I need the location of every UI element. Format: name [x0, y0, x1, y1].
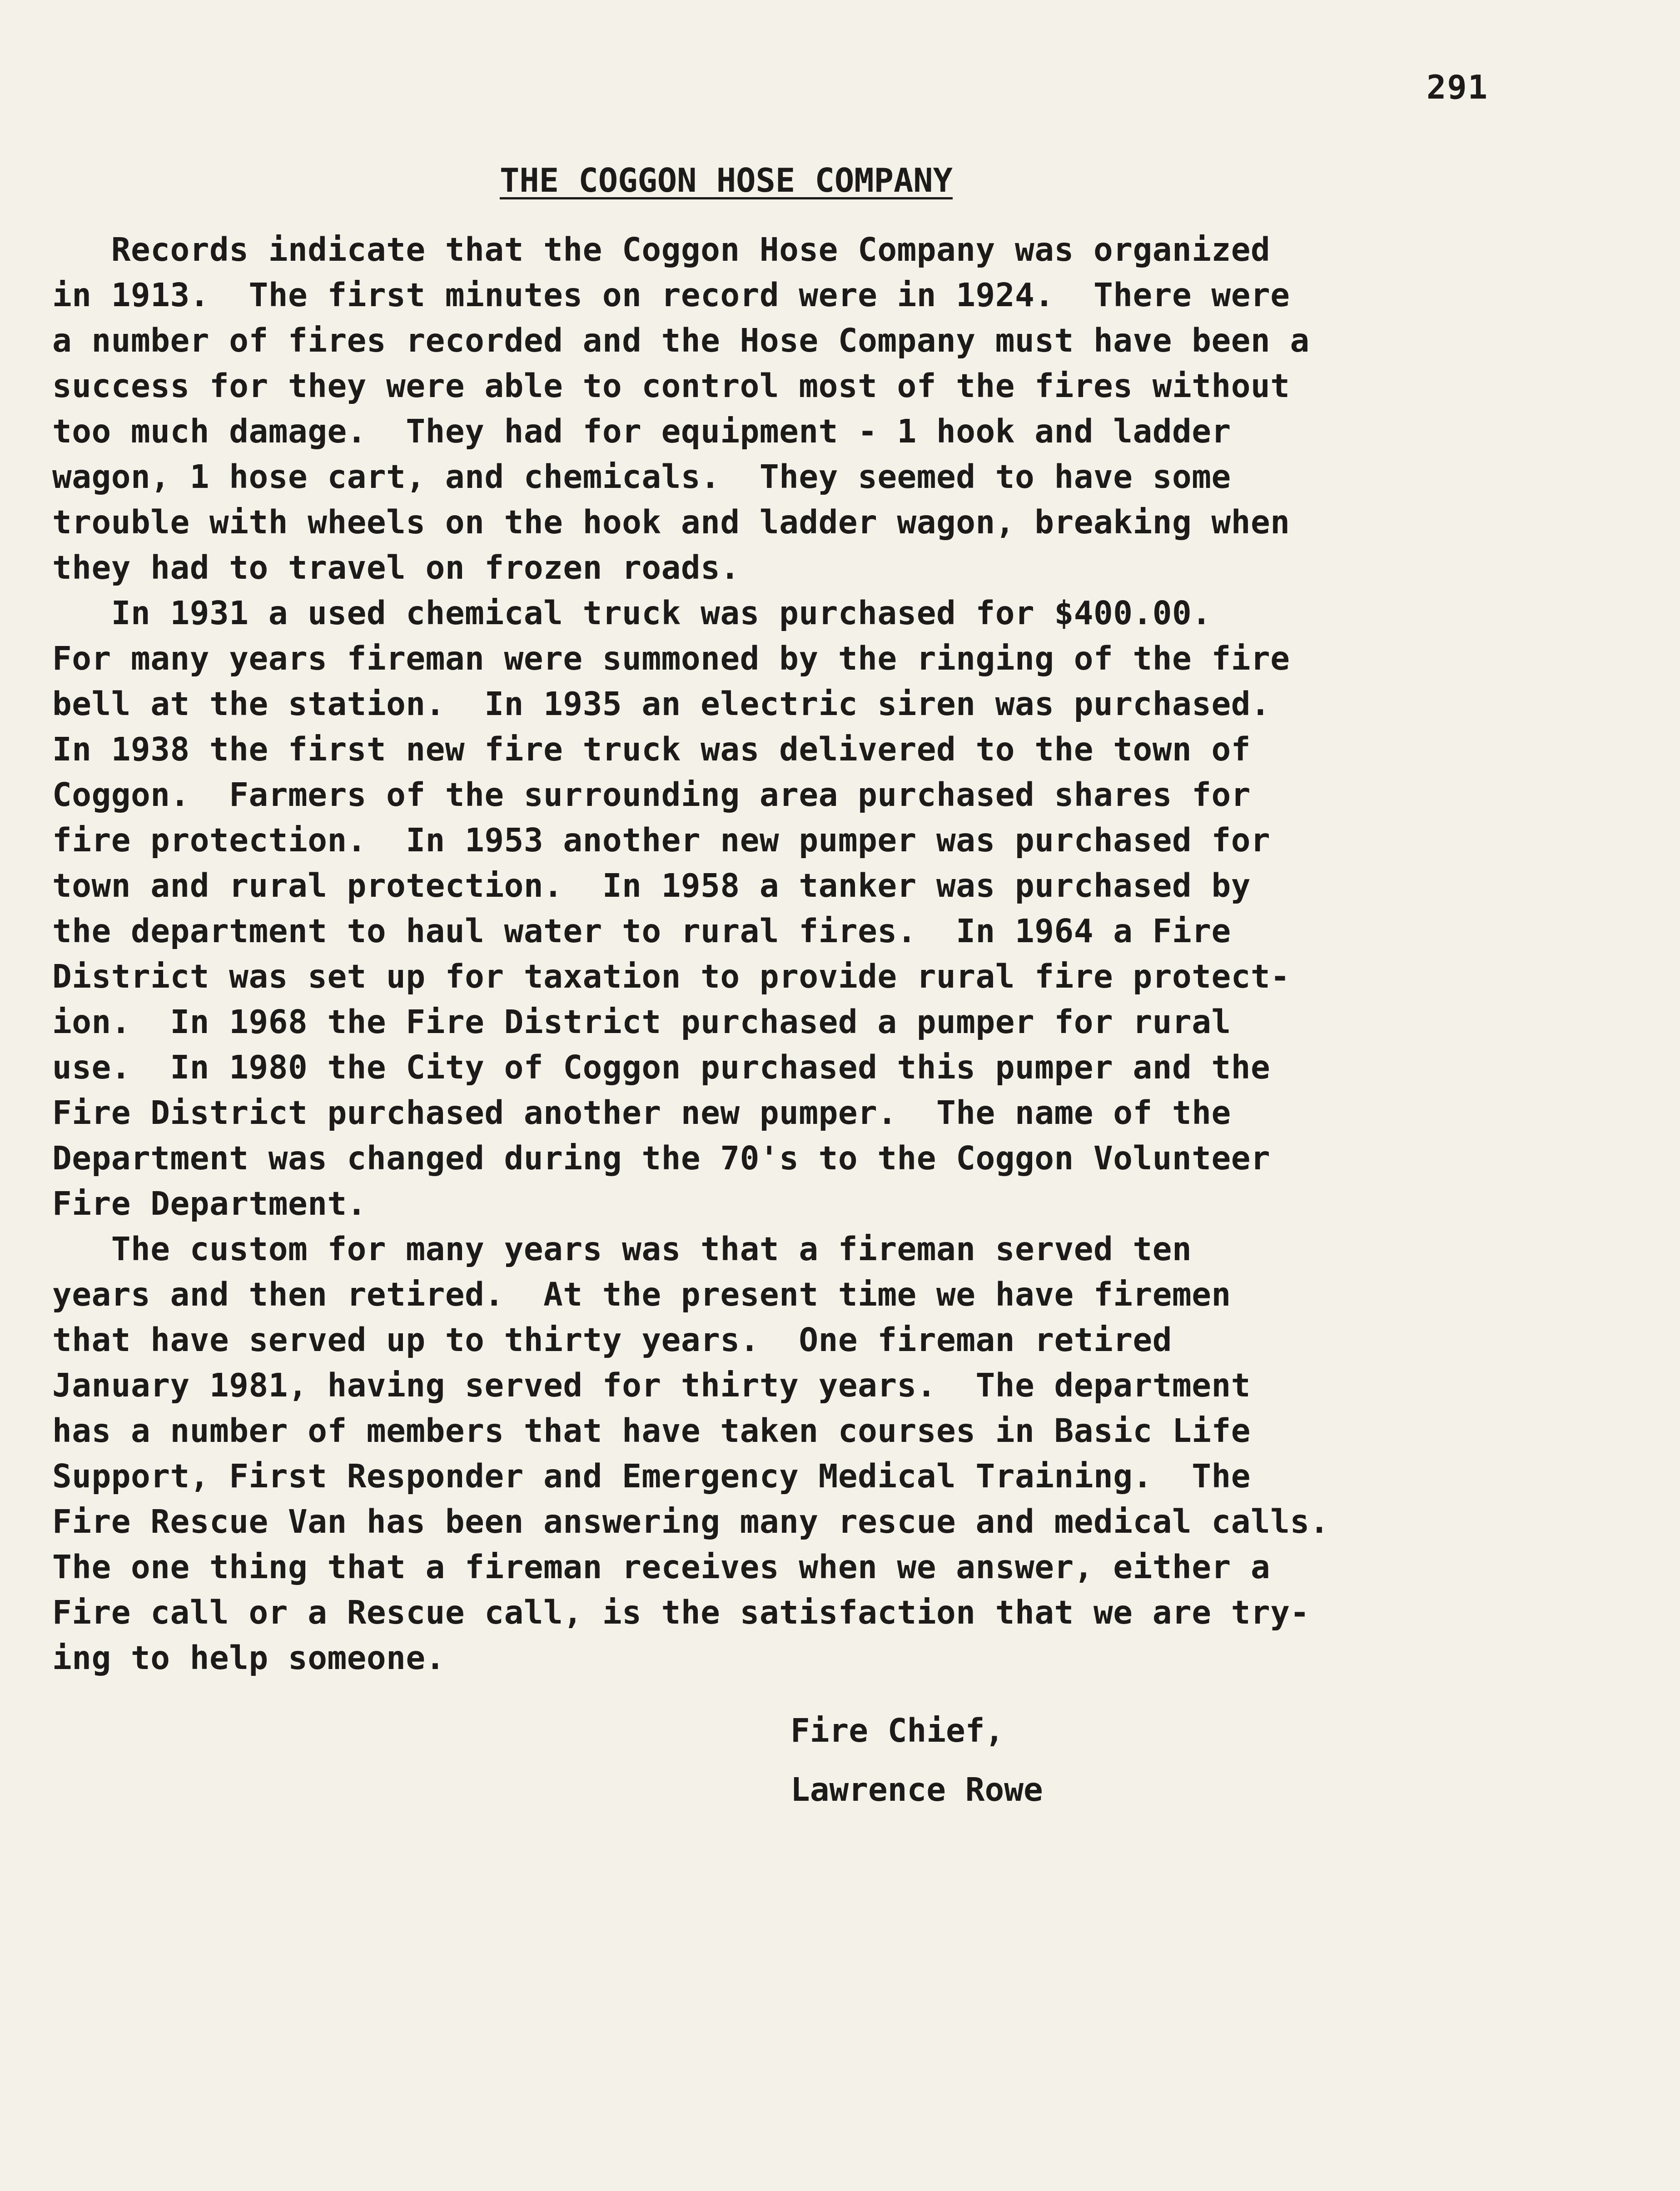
- signature-name: Lawrence Rowe: [790, 1771, 1043, 1808]
- text-line: Coggon. Farmers of the surrounding area purchased shares for: [52, 776, 1251, 814]
- text-line: Fire Department.: [52, 1185, 367, 1222]
- text-line: Records indicate that the Coggon Hose Company was organized: [52, 231, 1271, 268]
- text-line: District was set up for taxation to provide rural fire protect-: [52, 958, 1290, 995]
- text-line: Fire Rescue Van has been answering many rescue and medical calls.: [52, 1503, 1329, 1540]
- text-line: The custom for many years was that a fireman served ten: [52, 1230, 1192, 1268]
- text-line: the department to haul water to rural fires. In 1964 a Fire: [52, 912, 1231, 950]
- body-text: [52, 227, 1533, 1681]
- text-line: town and rural protection. In 1958 a tanker was purchased by: [52, 867, 1251, 904]
- text-line: years and then retired. At the present time we have firemen: [52, 1276, 1231, 1313]
- text-line: fire protection. In 1953 another new pumper was purchased for: [52, 821, 1271, 859]
- text-line: In 1938 the first new fire truck was delivered to the town of: [52, 730, 1251, 768]
- text-line: wagon, 1 hose cart, and chemicals. They seemed to have some: [52, 458, 1231, 496]
- text-line: trouble with wheels on the hook and ladder wagon, breaking when: [52, 503, 1290, 541]
- text-line: Support, First Responder and Emergency Medical Training. The: [52, 1457, 1251, 1495]
- text-line: use. In 1980 the City of Coggon purchased this pumper and the: [52, 1048, 1271, 1086]
- page-number: 291: [1427, 68, 1489, 106]
- text-line: ing to help someone.: [52, 1639, 445, 1677]
- bleed-through-mirror: [500, 1899, 1408, 2103]
- text-line: In 1931 a used chemical truck was purchased for $400.00.: [52, 594, 1212, 632]
- text-line: bell at the station. In 1935 an electric siren was purchased.: [52, 685, 1271, 723]
- signature-block: [790, 1708, 1043, 1813]
- text-line: For many years fireman were summoned by the ringing of the fire: [52, 640, 1290, 677]
- signature-closing: Fire Chief,: [790, 1712, 1004, 1749]
- text-line: too much damage. They had for equipment - 1 hook and ladder: [52, 412, 1231, 450]
- text-line: that have served up to thirty years. One fireman retired: [52, 1321, 1172, 1359]
- text-line: success for they were able to control most of the fires without: [52, 367, 1290, 405]
- text-line: in 1913. The first minutes on record were in 1924. There were: [52, 276, 1290, 314]
- text-line: Department was changed during the 70's to the Coggon Volunteer: [52, 1139, 1271, 1177]
- text-line: they had to travel on frozen roads.: [52, 549, 740, 586]
- text-line: Fire call or a Rescue call, is the satisfaction that we are try-: [52, 1594, 1310, 1631]
- text-line: ion. In 1968 the Fire District purchased a pumper for rural: [52, 1003, 1231, 1041]
- page-title: THE COGGON HOSE COMPANY: [500, 161, 953, 199]
- text-line: January 1981, having served for thirty years. The department: [52, 1366, 1251, 1404]
- text-line: Fire District purchased another new pumper. The name of the: [52, 1094, 1231, 1132]
- text-line: a number of fires recorded and the Hose Company must have been a: [52, 322, 1310, 359]
- text-line: The one thing that a fireman receives when we answer, either a: [52, 1548, 1271, 1586]
- text-line: has a number of members that have taken courses in Basic Life: [52, 1412, 1251, 1450]
